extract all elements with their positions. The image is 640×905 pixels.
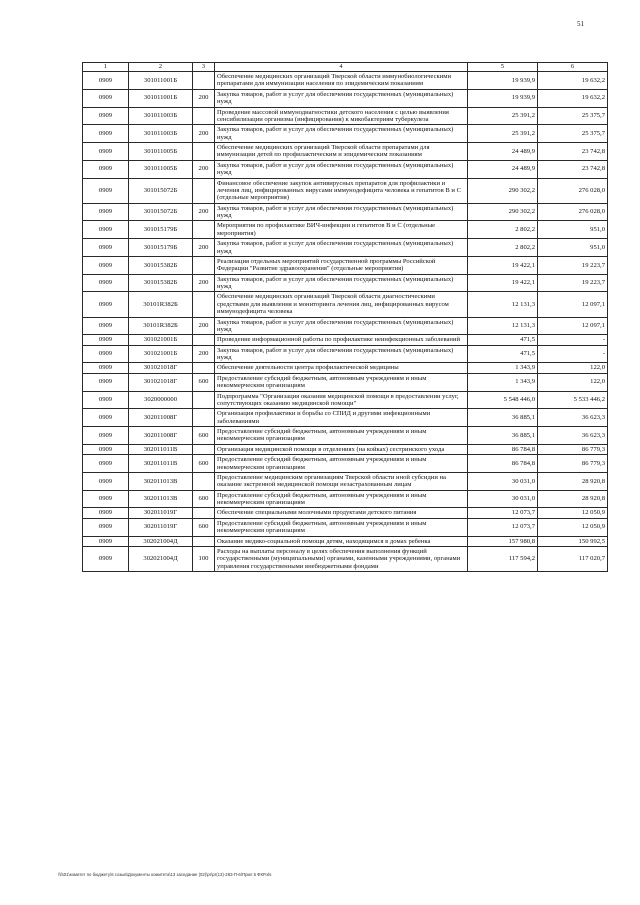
expense-type-cell: 600 xyxy=(193,518,215,536)
section-code-cell: 0909 xyxy=(83,72,129,90)
expense-type-cell xyxy=(193,143,215,161)
amount-planned-cell: 157 980,8 xyxy=(468,536,538,546)
description-cell: Оказание медико-социальной помощи детям, находящимся в домах ребенка xyxy=(215,536,468,546)
section-code-cell: 0909 xyxy=(83,363,129,373)
amount-actual-cell: 12 097,1 xyxy=(538,317,608,335)
table-row xyxy=(83,203,608,221)
target-code-cell: 301011005Б xyxy=(129,143,193,161)
amount-actual-cell: 12 097,1 xyxy=(538,292,608,317)
expense-type-cell: 200 xyxy=(193,125,215,143)
table-row xyxy=(83,444,608,454)
footer-file-path: \\fs01\комитет по бюджету\6 созыв\Документы комитета\13 заседание (02)\pr\pr(13)-283-П-6\Прил 5 ФКР.xls xyxy=(58,872,272,877)
description-cell: Финансовое обеспечение закупок антивирусных препаратов для профилактики и лечения лиц, инфицированных вирусами иммунодефицита человека и гепатитов В и С (отдельные мероприятия) xyxy=(215,178,468,203)
target-code-cell: 302011011В xyxy=(129,455,193,473)
amount-planned-cell: 86 784,8 xyxy=(468,455,538,473)
amount-actual-cell: 122,0 xyxy=(538,373,608,391)
table-row xyxy=(83,409,608,427)
target-code-cell: 301011003Б xyxy=(129,107,193,125)
table-row xyxy=(83,125,608,143)
expense-type-cell: 600 xyxy=(193,427,215,445)
table-row xyxy=(83,292,608,317)
table-row xyxy=(83,178,608,203)
amount-planned-cell: 12 131,3 xyxy=(468,317,538,335)
section-code-cell: 0909 xyxy=(83,472,129,490)
amount-actual-cell: 951,0 xyxy=(538,221,608,239)
header-col-4: 4 xyxy=(215,63,468,72)
target-code-cell: 302011013В xyxy=(129,490,193,508)
amount-planned-cell: 19 939,9 xyxy=(468,89,538,107)
expense-type-cell xyxy=(193,391,215,409)
amount-actual-cell: 276 028,0 xyxy=(538,178,608,203)
table-row xyxy=(83,239,608,257)
expense-type-cell: 200 xyxy=(193,317,215,335)
target-code-cell: 301021001Б xyxy=(129,335,193,345)
target-code-cell: 302011008Г xyxy=(129,409,193,427)
amount-planned-cell: 19 422,1 xyxy=(468,256,538,274)
section-code-cell: 0909 xyxy=(83,143,129,161)
amount-planned-cell: 12 131,3 xyxy=(468,292,538,317)
description-cell: Закупка товаров, работ и услуг для обеспечения государственных (муниципальных) нужд xyxy=(215,345,468,363)
target-code-cell: 3020000000 xyxy=(129,391,193,409)
amount-actual-cell: 28 920,8 xyxy=(538,472,608,490)
amount-actual-cell: 117 020,7 xyxy=(538,546,608,571)
header-col-1: 1 xyxy=(83,63,129,72)
section-code-cell: 0909 xyxy=(83,335,129,345)
amount-planned-cell: 24 489,9 xyxy=(468,160,538,178)
amount-planned-cell: 2 802,2 xyxy=(468,221,538,239)
description-cell: Закупка товаров, работ и услуг для обеспечения государственных (муниципальных) нужд xyxy=(215,274,468,292)
table-row xyxy=(83,490,608,508)
table-row xyxy=(83,107,608,125)
expense-type-cell: 200 xyxy=(193,89,215,107)
table-row xyxy=(83,455,608,473)
amount-planned-cell: 117 594,2 xyxy=(468,546,538,571)
amount-planned-cell: 2 802,2 xyxy=(468,239,538,257)
section-code-cell: 0909 xyxy=(83,518,129,536)
amount-planned-cell: 12 073,7 xyxy=(468,508,538,518)
description-cell: Закупка товаров, работ и услуг для обеспечения государственных (муниципальных) нужд xyxy=(215,239,468,257)
amount-actual-cell: 5 533 446,2 xyxy=(538,391,608,409)
section-code-cell: 0909 xyxy=(83,536,129,546)
amount-planned-cell: 12 073,7 xyxy=(468,518,538,536)
expense-type-cell: 100 xyxy=(193,546,215,571)
section-code-cell: 0909 xyxy=(83,391,129,409)
section-code-cell: 0909 xyxy=(83,317,129,335)
table-row xyxy=(83,518,608,536)
target-code-cell: 301021018Г xyxy=(129,363,193,373)
table-row xyxy=(83,317,608,335)
target-code-cell: 301021018Г xyxy=(129,373,193,391)
description-cell: Обеспечение медицинских организаций Тверской области иммунобиологическими препаратами для иммунизации населения по эпидемическим показаниям xyxy=(215,72,468,90)
amount-actual-cell: 150 992,5 xyxy=(538,536,608,546)
expense-type-cell xyxy=(193,178,215,203)
amount-planned-cell: 1 343,9 xyxy=(468,373,538,391)
section-code-cell: 0909 xyxy=(83,160,129,178)
description-cell: Реализация отдельных мероприятий государственной программы Российской Федерации "Развитие здравоохранения" (отдельные мероприятия) xyxy=(215,256,468,274)
amount-planned-cell: 25 391,2 xyxy=(468,107,538,125)
amount-actual-cell: 36 623,3 xyxy=(538,409,608,427)
section-code-cell: 0909 xyxy=(83,274,129,292)
amount-actual-cell: 25 375,7 xyxy=(538,107,608,125)
section-code-cell: 0909 xyxy=(83,107,129,125)
amount-actual-cell: 28 920,8 xyxy=(538,490,608,508)
amount-actual-cell: 122,0 xyxy=(538,363,608,373)
header-col-3: 3 xyxy=(193,63,215,72)
amount-actual-cell: - xyxy=(538,335,608,345)
description-cell: Закупка товаров, работ и услуг для обеспечения государственных (муниципальных) нужд xyxy=(215,160,468,178)
amount-planned-cell: 1 343,9 xyxy=(468,363,538,373)
description-cell: Расходы на выплаты персоналу в целях обеспечения выполнения функций государственными (муниципальными) органами, казенными учреждениями, органами управления государственными внебюджетными фондами xyxy=(215,546,468,571)
amount-planned-cell: 19 939,9 xyxy=(468,72,538,90)
amount-actual-cell: 86 779,3 xyxy=(538,455,608,473)
table-row xyxy=(83,508,608,518)
description-cell: Проведение информационной работы по профилактике неинфекционных заболеваний xyxy=(215,335,468,345)
expense-type-cell: 200 xyxy=(193,274,215,292)
expense-type-cell xyxy=(193,536,215,546)
expense-type-cell xyxy=(193,335,215,345)
section-code-cell: 0909 xyxy=(83,178,129,203)
amount-planned-cell: 86 784,8 xyxy=(468,444,538,454)
header-col-5: 5 xyxy=(468,63,538,72)
header-col-2: 2 xyxy=(129,63,193,72)
amount-planned-cell: 5 548 446,0 xyxy=(468,391,538,409)
table-row xyxy=(83,72,608,90)
budget-table xyxy=(82,62,608,572)
table-row xyxy=(83,472,608,490)
table-row xyxy=(83,373,608,391)
description-cell: Предоставление субсидий бюджетным, автономным учреждениям и иным некоммерческим организациям xyxy=(215,373,468,391)
table-row xyxy=(83,143,608,161)
target-code-cell: 302011019Г xyxy=(129,508,193,518)
description-cell: Обеспечение деятельности центра профилактической медицины xyxy=(215,363,468,373)
expense-type-cell xyxy=(193,292,215,317)
description-cell: Предоставление субсидий бюджетным, автономным учреждениям и иным некоммерческим организациям xyxy=(215,455,468,473)
table-row xyxy=(83,363,608,373)
expense-type-cell xyxy=(193,107,215,125)
description-cell: Закупка товаров, работ и услуг для обеспечения государственных (муниципальных) нужд xyxy=(215,89,468,107)
expense-type-cell: 200 xyxy=(193,345,215,363)
expense-type-cell xyxy=(193,409,215,427)
amount-planned-cell: 290 302,2 xyxy=(468,203,538,221)
table-row xyxy=(83,427,608,445)
target-code-cell: 301011001Б xyxy=(129,89,193,107)
target-code-cell: 30101R382Б xyxy=(129,317,193,335)
amount-planned-cell: 30 031,0 xyxy=(468,472,538,490)
amount-actual-cell: 276 028,0 xyxy=(538,203,608,221)
section-code-cell: 0909 xyxy=(83,373,129,391)
amount-actual-cell: 12 050,9 xyxy=(538,518,608,536)
section-code-cell: 0909 xyxy=(83,455,129,473)
amount-actual-cell: 36 623,3 xyxy=(538,427,608,445)
target-code-cell: 302021004Д xyxy=(129,536,193,546)
expense-type-cell xyxy=(193,444,215,454)
description-cell: Закупка товаров, работ и услуг для обеспечения государственных (муниципальных) нужд xyxy=(215,125,468,143)
section-code-cell: 0909 xyxy=(83,203,129,221)
description-cell: Подпрограмма "Организация оказания медицинской помощи в предоставлении услуг, сопутствующих оказанию медицинской помощи" xyxy=(215,391,468,409)
expense-type-cell xyxy=(193,256,215,274)
target-code-cell: 301011005Б xyxy=(129,160,193,178)
amount-planned-cell: 25 391,2 xyxy=(468,125,538,143)
description-cell: Организация медицинской помощи в отделениях (на койках) сестринского ухода xyxy=(215,444,468,454)
section-code-cell: 0909 xyxy=(83,444,129,454)
target-code-cell: 301011001Б xyxy=(129,72,193,90)
description-cell: Предоставление субсидий бюджетным, автономным учреждениям и иным некоммерческим организациям xyxy=(215,427,468,445)
description-cell: Закупка товаров, работ и услуг для обеспечения государственных (муниципальных) нужд xyxy=(215,203,468,221)
amount-planned-cell: 30 031,0 xyxy=(468,490,538,508)
table-row xyxy=(83,345,608,363)
table-row xyxy=(83,221,608,239)
description-cell: Обеспечение медицинских организаций Тверской области препаратами для иммунизации детей по профилактическим и эпидемическим показаниям xyxy=(215,143,468,161)
table-row xyxy=(83,160,608,178)
amount-planned-cell: 471,5 xyxy=(468,335,538,345)
section-code-cell: 0909 xyxy=(83,345,129,363)
target-code-cell: 302011008Г xyxy=(129,427,193,445)
target-code-cell: 301015179Б xyxy=(129,221,193,239)
section-code-cell: 0909 xyxy=(83,239,129,257)
target-code-cell: 301015382Б xyxy=(129,274,193,292)
table-row xyxy=(83,391,608,409)
amount-actual-cell: 19 632,2 xyxy=(538,72,608,90)
section-code-cell: 0909 xyxy=(83,221,129,239)
table-row xyxy=(83,256,608,274)
section-code-cell: 0909 xyxy=(83,490,129,508)
amount-planned-cell: 290 302,2 xyxy=(468,178,538,203)
table-row xyxy=(83,335,608,345)
amount-planned-cell: 24 489,9 xyxy=(468,143,538,161)
amount-planned-cell: 36 885,1 xyxy=(468,409,538,427)
amount-actual-cell: 19 223,7 xyxy=(538,274,608,292)
amount-actual-cell: 23 742,8 xyxy=(538,143,608,161)
expense-type-cell: 200 xyxy=(193,160,215,178)
amount-actual-cell: 12 050,9 xyxy=(538,508,608,518)
expense-type-cell xyxy=(193,508,215,518)
table-row xyxy=(83,536,608,546)
amount-planned-cell: 471,5 xyxy=(468,345,538,363)
table-row xyxy=(83,274,608,292)
target-code-cell: 301015072Б xyxy=(129,178,193,203)
expense-type-cell: 200 xyxy=(193,203,215,221)
target-code-cell: 302021004Д xyxy=(129,546,193,571)
header-col-6: 6 xyxy=(538,63,608,72)
section-code-cell: 0909 xyxy=(83,125,129,143)
expense-type-cell xyxy=(193,363,215,373)
description-cell: Обеспечение медицинских организаций Тверской области диагностическими средствами для выявления и мониторинга лечения лиц, инфицированных вирусом иммунодефицита человека xyxy=(215,292,468,317)
expense-type-cell xyxy=(193,221,215,239)
amount-actual-cell: 25 375,7 xyxy=(538,125,608,143)
description-cell: Закупка товаров, работ и услуг для обеспечения государственных (муниципальных) нужд xyxy=(215,317,468,335)
expense-type-cell xyxy=(193,72,215,90)
section-code-cell: 0909 xyxy=(83,546,129,571)
amount-planned-cell: 36 885,1 xyxy=(468,427,538,445)
amount-actual-cell: - xyxy=(538,345,608,363)
target-code-cell: 302011019Г xyxy=(129,518,193,536)
table-header-row xyxy=(83,63,608,72)
target-code-cell: 30101R382Б xyxy=(129,292,193,317)
target-code-cell: 301021001Б xyxy=(129,345,193,363)
target-code-cell: 301011003Б xyxy=(129,125,193,143)
target-code-cell: 301015072Б xyxy=(129,203,193,221)
page-number: 51 xyxy=(577,20,584,28)
section-code-cell: 0909 xyxy=(83,409,129,427)
description-cell: Предоставление медицинским организациям Тверской области иной субсидии на оказание экстренной медицинской помощи незастрахованным лицам xyxy=(215,472,468,490)
target-code-cell: 301015179Б xyxy=(129,239,193,257)
expense-type-cell: 600 xyxy=(193,455,215,473)
table-row xyxy=(83,546,608,571)
expense-type-cell: 600 xyxy=(193,373,215,391)
expense-type-cell: 200 xyxy=(193,239,215,257)
expense-type-cell: 600 xyxy=(193,490,215,508)
section-code-cell: 0909 xyxy=(83,89,129,107)
section-code-cell: 0909 xyxy=(83,292,129,317)
table-row xyxy=(83,89,608,107)
table-body xyxy=(83,63,608,572)
amount-actual-cell: 951,0 xyxy=(538,239,608,257)
description-cell: Предоставление субсидий бюджетным, автономным учреждениям и иным некоммерческим организациям xyxy=(215,518,468,536)
description-cell: Мероприятия по профилактике ВИЧ-инфекции и гепатитов В и С (отдельные мероприятия) xyxy=(215,221,468,239)
amount-planned-cell: 19 422,1 xyxy=(468,274,538,292)
description-cell: Обеспечение специальными молочными продуктами детского питания xyxy=(215,508,468,518)
target-code-cell: 302011011В xyxy=(129,444,193,454)
section-code-cell: 0909 xyxy=(83,508,129,518)
description-cell: Проведение массовой иммунодиагностики детского населения с целью выявления сенсибилизации организма (инфицирования) к микобактериям туберкулеза xyxy=(215,107,468,125)
target-code-cell: 301015382Б xyxy=(129,256,193,274)
description-cell: Предоставление субсидий бюджетным, автономным учреждениям и иным некоммерческим организациям xyxy=(215,490,468,508)
section-code-cell: 0909 xyxy=(83,256,129,274)
amount-actual-cell: 86 779,3 xyxy=(538,444,608,454)
amount-actual-cell: 19 223,7 xyxy=(538,256,608,274)
expense-type-cell xyxy=(193,472,215,490)
amount-actual-cell: 19 632,2 xyxy=(538,89,608,107)
amount-actual-cell: 23 742,8 xyxy=(538,160,608,178)
target-code-cell: 302011013В xyxy=(129,472,193,490)
section-code-cell: 0909 xyxy=(83,427,129,445)
description-cell: Организация профилактики и борьбы со СПИД и другими инфекционными заболеваниями xyxy=(215,409,468,427)
